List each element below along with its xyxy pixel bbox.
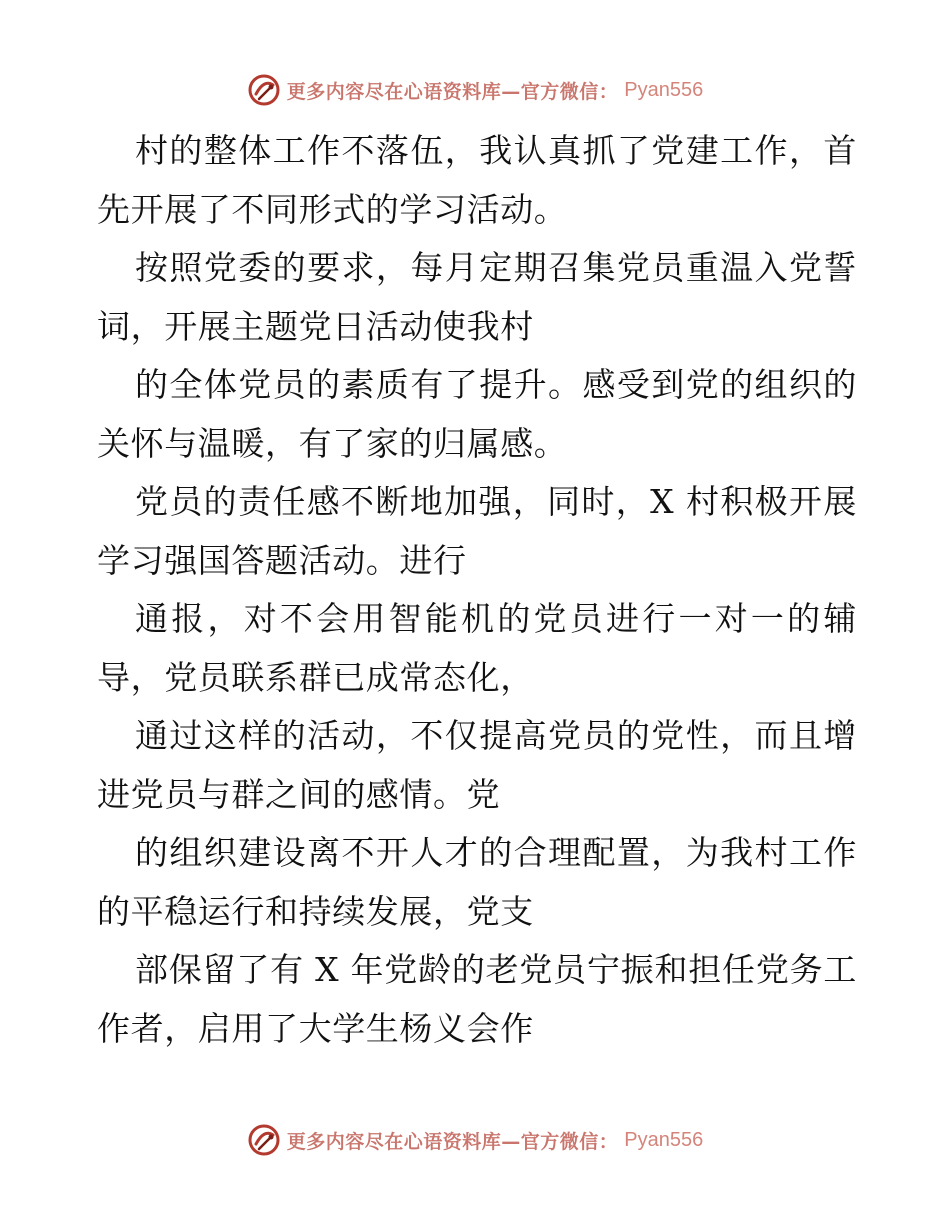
footer-banner-text: 更多内容尽在心语资料库—官方微信： bbox=[286, 1130, 619, 1153]
paragraph: 部保留了有 X 年党龄的老党员宁振和担任党务工作者，启用了大学生杨义会作 bbox=[97, 950, 857, 1048]
paragraph: 党员的责任感不断地加强，同时，X 村积极开展学习强国答题活动。进行 bbox=[97, 482, 857, 580]
footer-banner-wechat-id: Pyan556 bbox=[624, 1128, 704, 1151]
brand-logo-icon bbox=[247, 73, 281, 107]
paragraph: 村的整体工作不落伍，我认真抓了党建工作，首先开展了不同形式的学习活动。 bbox=[97, 131, 857, 229]
header-banner-text: 更多内容尽在心语资料库—官方微信： bbox=[286, 80, 619, 103]
header-banner-wechat-id: Pyan556 bbox=[624, 78, 704, 101]
paragraph: 的全体党员的素质有了提升。感受到党的组织的关怀与温暖，有了家的归属感。 bbox=[97, 365, 857, 463]
brand-logo-icon bbox=[247, 1123, 281, 1157]
paragraph: 的组织建设离不开人才的合理配置，为我村工作的平稳运行和持续发展，党支 bbox=[97, 833, 857, 931]
paragraph: 按照党委的要求，每月定期召集党员重温入党誓词，开展主题党日活动使我村 bbox=[97, 248, 857, 346]
paragraph: 通过这样的活动，不仅提高党员的党性，而且增进党员与群之间的感情。党 bbox=[97, 716, 857, 814]
footer-banner bbox=[0, 1120, 950, 1160]
header-banner bbox=[0, 70, 950, 110]
document-body bbox=[97, 122, 857, 1058]
paragraph: 通报，对不会用智能机的党员进行一对一的辅导，党员联系群已成常态化， bbox=[97, 599, 857, 697]
